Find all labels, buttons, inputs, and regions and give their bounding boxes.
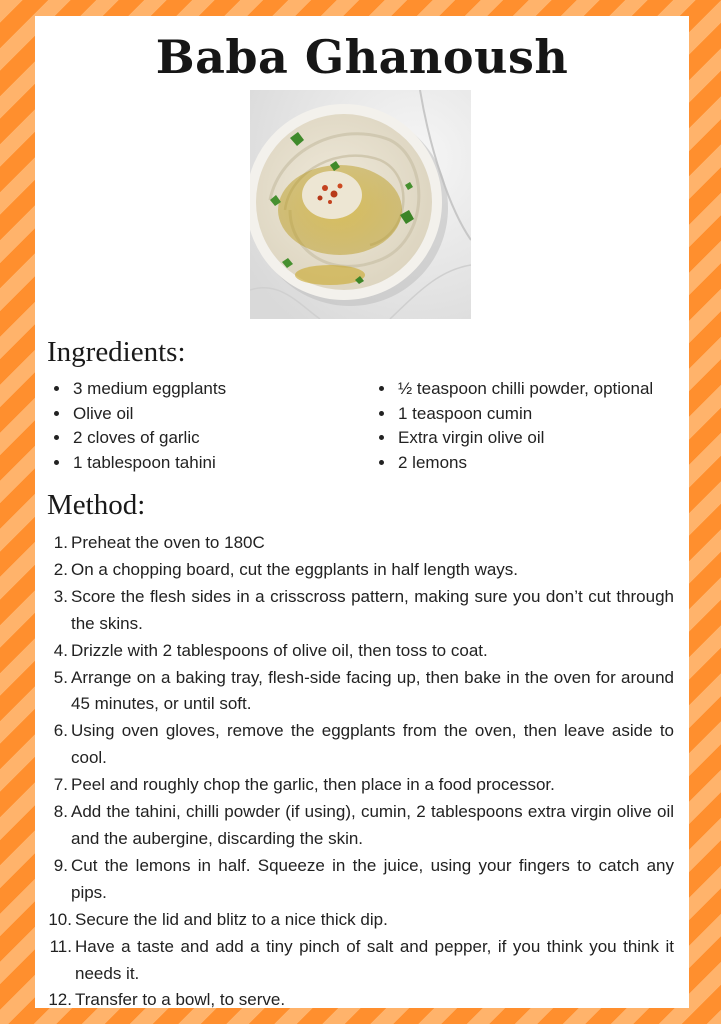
method-step: Peel and roughly chop the garlic, then place in a food processor.: [71, 775, 555, 795]
ingredients-list-left: [47, 377, 371, 476]
ingredient-item: • ½ teaspoon chilli powder, optional: [396, 377, 689, 402]
ingredient-item: • Olive oil: [71, 402, 371, 427]
ingredient-item: • 2 lemons: [396, 451, 689, 476]
ingredient-item: • Extra virgin olive oil: [396, 426, 689, 451]
method-step: Transfer to a bowl, to serve.: [75, 990, 286, 1008]
recipe-card: [35, 16, 689, 1008]
method-step: Add the tahini, chilli powder (if using), cumin, 2 tablespoons extra virgin olive oil and the aubergine, discarding the skin.: [71, 802, 674, 848]
method-steps-list: [71, 530, 674, 1008]
method-step: Arrange on a baking tray, flesh-side facing up, then bake in the oven for around 45 minutes, or until soft.: [71, 667, 674, 714]
ingredients-list-right: [372, 377, 689, 476]
method-step: Drizzle with 2 tablespoons of olive oil, then toss to coat.: [71, 640, 488, 660]
method-step: Preheat the oven to 180C: [71, 533, 265, 552]
method-step: Secure the lid and blitz to a nice thick dip.: [75, 909, 388, 929]
method-step: Cut the lemons in half. Squeeze in the juice, using your fingers to catch any pips.: [71, 855, 674, 902]
recipe-title: Baba Ghanoush: [155, 30, 569, 84]
method-step: Using oven gloves, remove the eggplants from the oven, then leave aside to cool.: [71, 721, 674, 768]
method-step: Have a taste and add a tiny pinch of salt and pepper, if you think you think it needs it.: [75, 936, 674, 983]
baba-ghanoush-bowl-photo-icon: [250, 90, 471, 319]
method-step: Score the flesh sides in a crisscross pattern, making sure you don’t cut through the skins.: [71, 586, 674, 633]
ingredient-item: • 2 cloves of garlic: [71, 426, 371, 451]
ingredients-heading: Ingredients:: [47, 336, 186, 368]
method-step: On a chopping board, cut the eggplants in half length ways.: [71, 559, 519, 579]
ingredient-item: • 1 tablespoon tahini: [71, 451, 371, 476]
ingredient-item: • 1 teaspoon cumin: [396, 402, 689, 427]
method-heading: Method:: [47, 489, 146, 521]
ingredient-item: • 3 medium eggplants: [71, 377, 371, 402]
